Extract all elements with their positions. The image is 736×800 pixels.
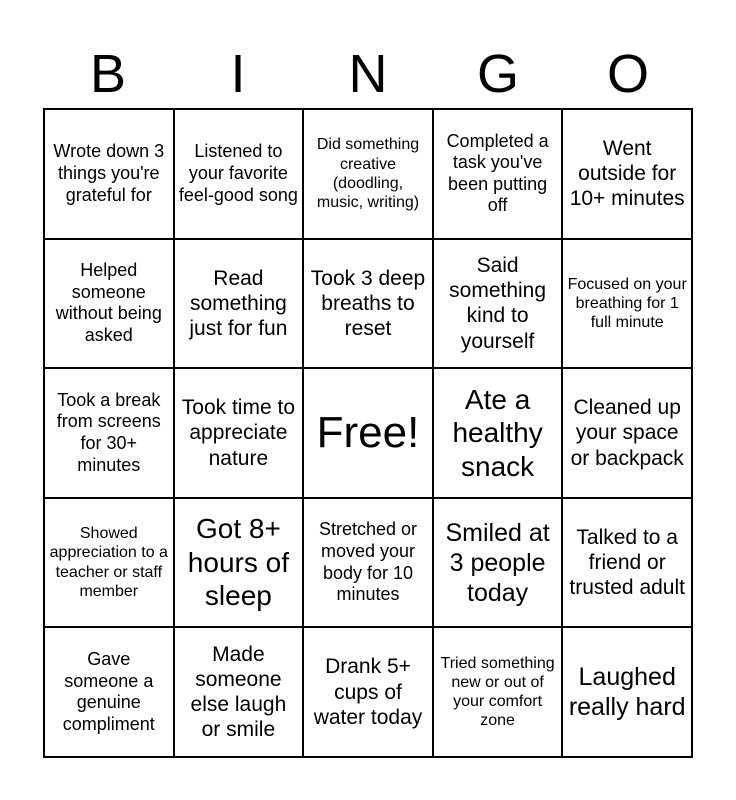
cell-text: Focused on your breathing for 1 full minute: [567, 275, 687, 331]
bingo-cell[interactable]: [563, 369, 693, 499]
bingo-cell[interactable]: [563, 628, 693, 758]
bingo-cell[interactable]: [434, 110, 564, 240]
bingo-cell[interactable]: [45, 110, 175, 240]
bingo-cell[interactable]: [175, 240, 305, 370]
bingo-cell[interactable]: [175, 628, 305, 758]
cell-text: Helped someone without being asked: [55, 260, 162, 345]
cell-text: Took 3 deep breaths to reset: [310, 266, 426, 340]
bingo-cell[interactable]: [563, 110, 693, 240]
cell-text: Stretched or moved your body for 10 minutes: [318, 519, 418, 605]
cell-text: Wrote down 3 things you're grateful for: [53, 141, 165, 205]
bingo-cell[interactable]: [175, 369, 305, 499]
bingo-grid: [43, 108, 693, 758]
cell-text: Laughed really hard: [568, 663, 686, 722]
bingo-cell[interactable]: [45, 628, 175, 758]
bingo-cell[interactable]: [45, 499, 175, 629]
free-space-label: Free!: [316, 407, 420, 457]
cell-text: Cleaned up your space or backpack: [570, 396, 684, 470]
cell-text: Took a break from screens for 30+ minutes: [56, 389, 161, 475]
bingo-cell[interactable]: [434, 240, 564, 370]
bingo-cell[interactable]: [563, 499, 693, 629]
header-letter-n: N: [348, 44, 388, 104]
bingo-cell[interactable]: [304, 240, 434, 370]
bingo-header: [43, 40, 693, 108]
cell-text: Talked to a friend or trusted adult: [569, 525, 685, 600]
cell-text: Showed appreciation to a teacher or staff member: [49, 525, 168, 600]
bingo-cell[interactable]: [304, 499, 434, 629]
header-letter-o: O: [606, 44, 649, 104]
bingo-cell[interactable]: [434, 628, 564, 758]
cell-text: Smiled at 3 people today: [445, 518, 550, 607]
cell-text: Made someone else laugh or smile: [190, 642, 287, 742]
bingo-cell[interactable]: [175, 499, 305, 629]
free-space[interactable]: [304, 369, 434, 499]
cell-text: Got 8+ hours of sleep: [187, 513, 289, 612]
cell-text: Drank 5+ cups of water today: [313, 655, 423, 729]
bingo-cell[interactable]: [434, 499, 564, 629]
header-letter-g: G: [476, 44, 519, 104]
cell-text: Said something kind to yourself: [449, 254, 547, 353]
bingo-cell[interactable]: [304, 110, 434, 240]
cell-text: Did something creative (doodling, music, writing): [316, 136, 420, 211]
cell-text: Ate a healthy snack: [452, 383, 543, 482]
bingo-cell[interactable]: [175, 110, 305, 240]
cell-text: Tried something new or out of your comfort zone: [440, 654, 555, 730]
bingo-cell[interactable]: [434, 369, 564, 499]
cell-text: Read something just for fun: [189, 266, 288, 340]
cell-text: Went outside for 10+ minutes: [569, 137, 685, 211]
cell-text: Listened to your favorite feel-good song: [178, 141, 298, 205]
header-letter-b: B: [89, 44, 127, 104]
bingo-cell[interactable]: [563, 240, 693, 370]
cell-text: Completed a task you've been putting off: [446, 130, 549, 216]
bingo-cell[interactable]: [45, 240, 175, 370]
cell-text: Gave someone a genuine compliment: [62, 649, 155, 734]
header-letter-i: I: [230, 44, 246, 104]
bingo-cell[interactable]: [45, 369, 175, 499]
cell-text: Took time to appreciate nature: [181, 396, 295, 470]
bingo-cell[interactable]: [304, 628, 434, 758]
